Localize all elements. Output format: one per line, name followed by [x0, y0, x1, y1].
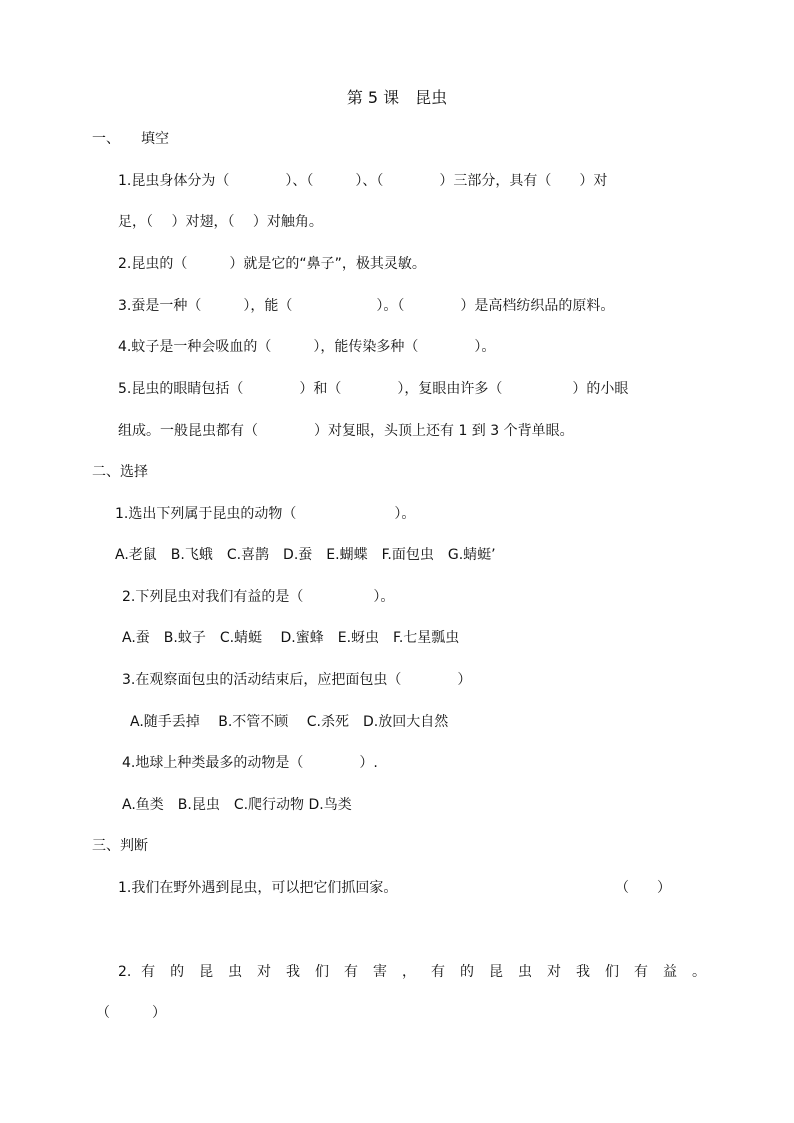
- choice-q1-options: A.老鼠 B.飞蛾 C.喜鹊 D.蚕 E.蝴蝶 F.面包虫 G.蜻蜓’: [115, 547, 496, 563]
- fill-q1-line2: 足，（ ）对翅，（ ）对触角。: [118, 214, 323, 230]
- choice-q2: 2.下列昆虫对我们有益的是（ ）。: [122, 589, 395, 605]
- judge-q1-answer-blank: （ ）: [615, 880, 671, 896]
- fill-q4: 4.蚊子是一种会吸血的（ ），能传染多种（ ）。: [118, 339, 496, 355]
- fill-q5-line2: 组成。一般昆虫都有（ ）对复眼，头顶上还有 1 到 3 个背单眼。: [118, 423, 574, 439]
- section-heading-judge: 三、判断: [92, 838, 148, 854]
- choice-q2-options: A.蚕 B.蚊子 C.蜻蜓 D.蜜蜂 E.蚜虫 F.七星瓢虫: [122, 630, 460, 646]
- judge-q2: 2. 有 的 昆 虫 对 我 们 有 害 ， 有 的 昆 虫 对 我 们 有 益 。: [118, 964, 706, 980]
- judge-q1: 1.我们在野外遇到昆虫，可以把它们抓回家。: [118, 880, 398, 896]
- choice-q3-options: A.随手丢掉 B.不管不顾 C.杀死 D.放回大自然: [130, 714, 449, 730]
- choice-q4-options: A.鱼类 B.昆虫 C.爬行动物 D.鸟类: [122, 797, 352, 813]
- choice-q1: 1.选出下列属于昆虫的动物（ ）。: [115, 506, 416, 522]
- section-heading-choice: 二、选择: [92, 464, 148, 480]
- fill-q1-line1: 1.昆虫身体分为（ ）、（ ）、（ ）三部分，具有（ ）对: [118, 173, 608, 189]
- fill-q5-line1: 5.昆虫的眼睛包括（ ）和（ ），复眼由许多（ ）的小眼: [118, 381, 629, 397]
- page-title: 第 5 课 昆虫: [346, 88, 448, 107]
- section-heading-fill-blank: 一、 填空: [92, 131, 169, 147]
- fill-q3: 3.蚕是一种（ ），能（ ）。（ ）是高档纺织品的原料。: [118, 298, 615, 314]
- choice-q3: 3.在观察面包虫的活动结束后，应把面包虫（ ）: [122, 672, 472, 688]
- fill-q2: 2.昆虫的（ ）就是它的“鼻子”，极其灵敏。: [118, 256, 426, 272]
- choice-q4: 4.地球上种类最多的动物是（ ）.: [122, 755, 378, 771]
- judge-q2-answer-blank: （ ）: [96, 1005, 166, 1021]
